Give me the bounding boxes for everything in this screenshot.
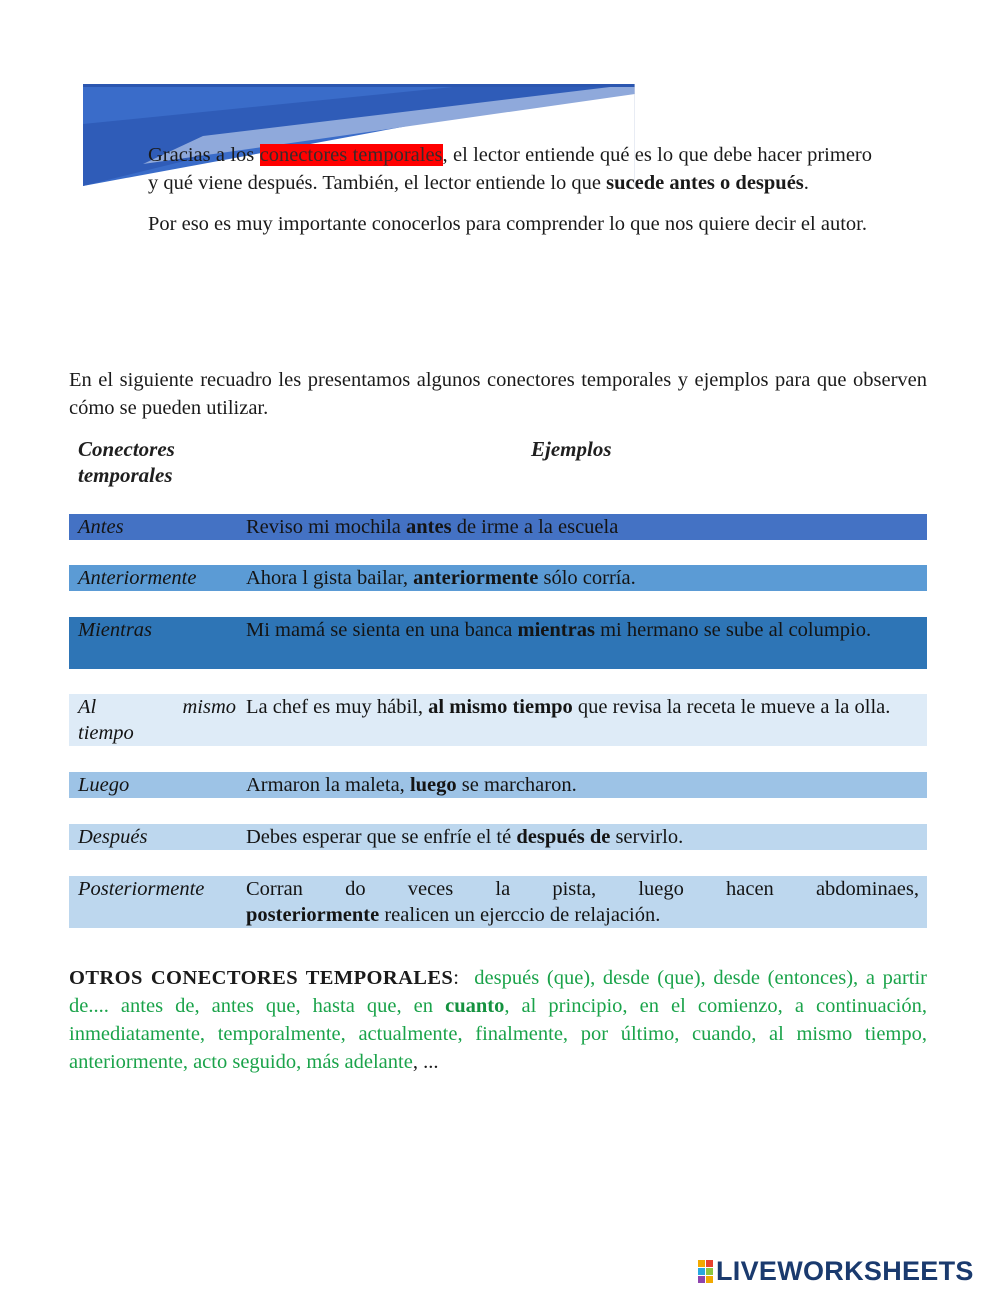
connector-term: Anteriormente — [78, 567, 197, 589]
logo-text: LIVEWORKSHEETS — [716, 1256, 974, 1286]
example-text: Mi mamá se sienta en una banca mientras mi hermano se sube al columpio. — [246, 619, 872, 641]
intro-paragraph-2: Por eso es muy importante conocerlos para comprender lo que nos quiere decir el autor. — [148, 213, 867, 235]
connector-term: Posteriormente — [78, 878, 205, 900]
table-row — [69, 772, 927, 798]
liveworksheets-logo-icon — [698, 1260, 713, 1283]
example-text: Corran do veces la pista, luego hacen abdominaes, posteriormente realicen un ejerccio de relajación. — [246, 878, 919, 926]
connector-term: Luego — [78, 774, 130, 796]
example-text: Ahora l gista bailar, anteriormente sólo corría. — [246, 567, 636, 589]
intro-paragraph-1: Gracias a los conectores temporales, el lector entiende qué es lo que debe hacer primero y qué viene después. También, el lector entiende lo que sucede antes o después. — [148, 144, 872, 194]
table-row — [69, 876, 927, 928]
table-header-examples: Ejemplos — [531, 437, 612, 461]
connector-term: Después — [78, 826, 148, 848]
example-text: La chef es muy hábil, al mismo tiempo que revisa la receta le mueve a la olla. — [246, 696, 891, 718]
table-row — [69, 514, 927, 540]
example-text: Debes esperar que se enfríe el té después de servirlo. — [246, 826, 684, 848]
example-text: Armaron la maleta, luego se marcharon. — [246, 774, 577, 796]
table-row — [69, 824, 927, 850]
connector-term: Antes — [78, 516, 124, 538]
liveworksheets-logo[interactable] — [698, 1256, 974, 1287]
connector-term: Mientras — [78, 619, 153, 641]
other-connectors-label: OTROS CONECTORES TEMPORALES — [69, 967, 454, 989]
highlighted-term: conectores temporales — [259, 144, 443, 166]
connector-term: Al mismo tiempo — [78, 696, 236, 744]
example-text: Reviso mi mochila antes de irme a la escuela — [246, 516, 619, 538]
table-row — [69, 617, 927, 669]
table-row — [69, 565, 927, 591]
lead-paragraph: En el siguiente recuadro les presentamos algunos conectores temporales y ejemplos para que observen cómo se pueden utilizar. — [69, 369, 927, 419]
table-header-connectors: Conectores temporales — [78, 437, 175, 487]
intro-text — [148, 141, 872, 238]
other-connectors-paragraph: OTROS CONECTORES TEMPORALES: después (que), desde (que), desde (entonces), a partir de.... antes de, antes que, hasta que, en cuanto, al principio, en el comienzo, a continuación, inmediatamente, temporalmente, actualmente, finalmente, por último, cuando, al mismo tiempo, anteriormente, acto seguido, más adelante, ... — [69, 967, 928, 1073]
table-row — [69, 694, 927, 746]
